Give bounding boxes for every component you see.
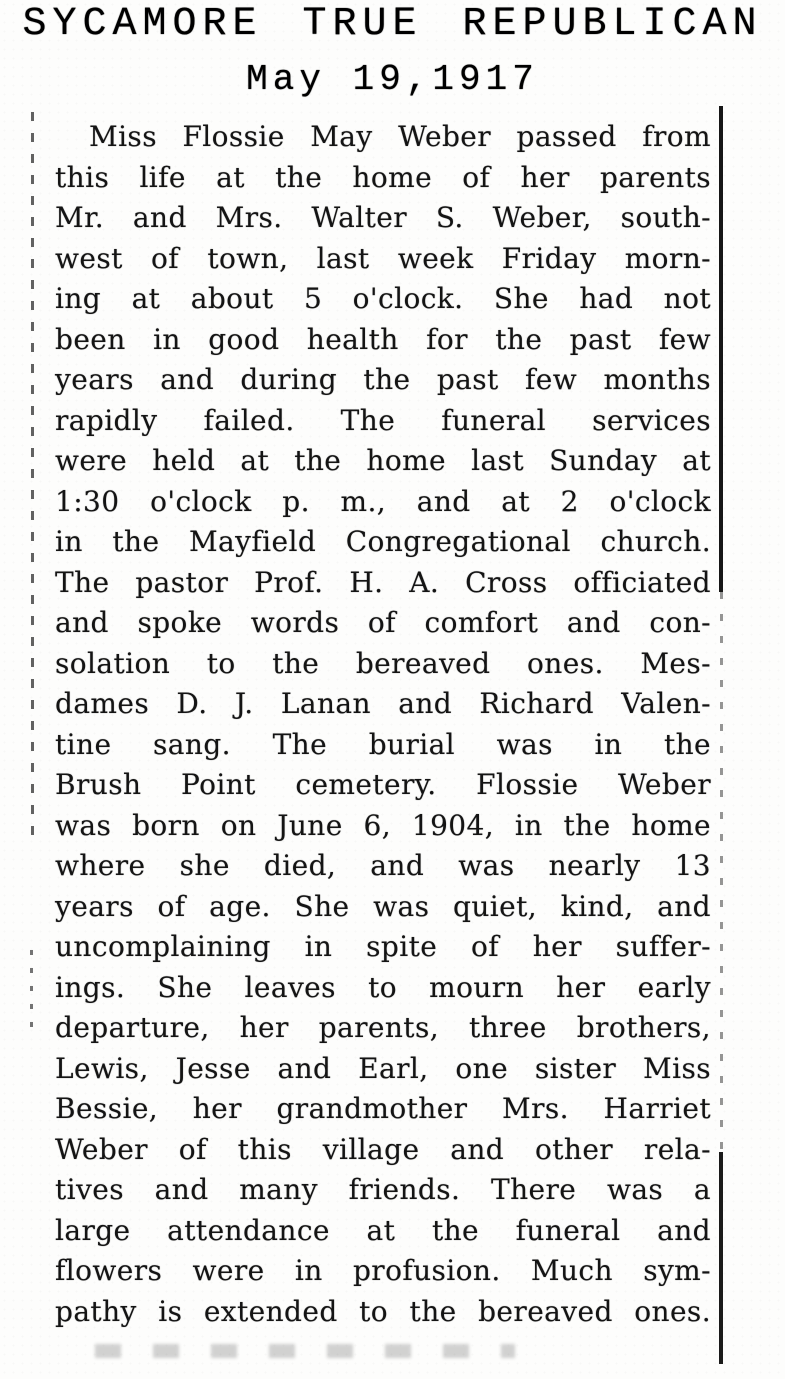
issue-date: May 19,1917 <box>246 59 539 100</box>
article-line: and spoke words of comfort and con- <box>55 606 711 639</box>
right-column-rule-middle <box>720 592 723 1152</box>
article-line: tives and many friends. There was a <box>55 1173 711 1206</box>
article-line: 1:30 o'clock p. m., and at 2 o'clock <box>55 484 711 518</box>
article-line: departure, her parents, three brothers, <box>55 1011 711 1044</box>
article-line: solation to the bereaved ones. Mes- <box>55 646 711 680</box>
article-line: Lewis, Jesse and Earl, one sister Miss <box>55 1051 711 1085</box>
left-column-rule <box>31 112 34 837</box>
article-line: years and during the past few months <box>55 363 711 396</box>
newspaper-title: SYCAMORE TRUE REPUBLICAN <box>22 2 763 47</box>
article-line: Brush Point cemetery. Flossie Weber <box>55 768 711 801</box>
obituary-article <box>55 117 711 1332</box>
article-line: rapidly failed. The funeral services <box>55 403 711 437</box>
article-line: west of town, last week Friday morn- <box>55 241 711 275</box>
article-line: dames D. J. Lanan and Richard Valen- <box>55 687 711 720</box>
article-line: Miss Flossie May Weber passed from <box>89 120 711 153</box>
article-line: this life at the home of her parents <box>55 160 711 194</box>
article-line: years of age. She was quiet, kind, and <box>55 889 711 923</box>
article-line: been in good health for the past few <box>55 322 711 356</box>
right-column-rule-top <box>719 106 723 592</box>
article-line: was born on June 6, 1904, in the home <box>55 808 711 842</box>
article-line: tine sang. The burial was in the <box>55 727 711 761</box>
article-line: where she died, and was nearly 13 <box>55 849 711 882</box>
masthead <box>0 0 785 100</box>
left-column-rule-lower <box>30 950 33 1040</box>
article-line: Weber of this village and other rela- <box>55 1132 711 1166</box>
article-line: ings. She leaves to mourn her early <box>55 970 711 1004</box>
article-line: pathy is extended to the bereaved ones. <box>55 1294 711 1328</box>
article-line: large attendance at the funeral and <box>55 1213 711 1247</box>
cutoff-ink-fragment <box>95 1344 515 1358</box>
article-line: uncomplaining in spite of her suffer- <box>55 930 711 963</box>
article-line: flowers were in profusion. Much sym- <box>55 1254 711 1287</box>
article-line: in the Mayfield Congregational church. <box>55 525 711 558</box>
article-line: ing at about 5 o'clock. She had not <box>55 282 711 315</box>
article-line: The pastor Prof. H. A. Cross officiated <box>55 565 711 599</box>
article-line: Bessie, her grandmother Mrs. Harriet <box>55 1092 711 1125</box>
article-line: Mr. and Mrs. Walter S. Weber, south- <box>55 201 711 234</box>
article-line: were held at the home last Sunday at <box>55 444 711 477</box>
right-column-rule-bottom <box>719 1152 723 1364</box>
